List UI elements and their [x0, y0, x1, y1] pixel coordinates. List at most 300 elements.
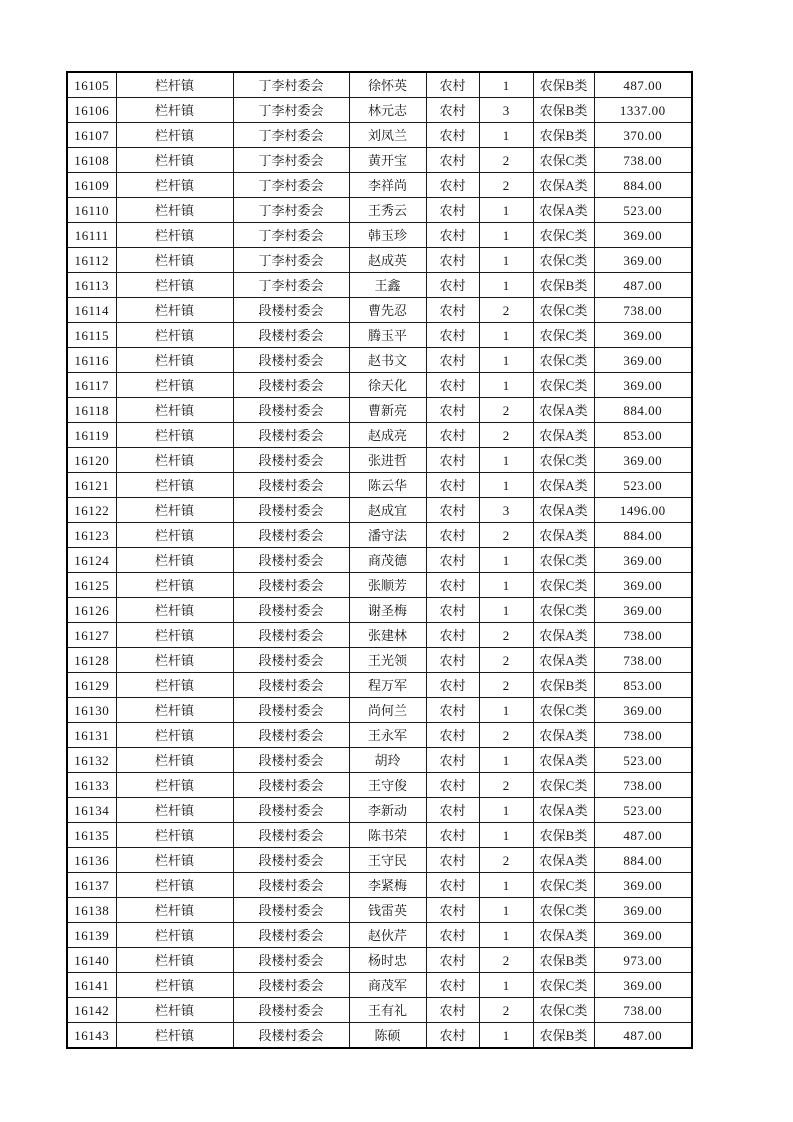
cell-household-type: 农村 — [426, 72, 479, 98]
cell-person-count: 1 — [479, 873, 533, 898]
table-row — [67, 448, 692, 473]
cell-amount: 369.00 — [594, 973, 692, 998]
cell-amount: 523.00 — [594, 748, 692, 773]
cell-id: 16133 — [67, 773, 116, 798]
cell-person-count: 2 — [479, 998, 533, 1023]
cell-id: 16141 — [67, 973, 116, 998]
cell-id: 16105 — [67, 72, 116, 98]
cell-name: 胡玲 — [349, 748, 426, 773]
cell-person-count: 1 — [479, 973, 533, 998]
cell-id: 16129 — [67, 673, 116, 698]
cell-name: 张顺芳 — [349, 573, 426, 598]
cell-insurance-category: 农保C类 — [533, 448, 594, 473]
cell-amount: 1337.00 — [594, 98, 692, 123]
cell-person-count: 1 — [479, 548, 533, 573]
cell-household-type: 农村 — [426, 698, 479, 723]
cell-person-count: 1 — [479, 198, 533, 223]
cell-town: 栏杆镇 — [116, 348, 233, 373]
cell-amount: 369.00 — [594, 373, 692, 398]
cell-person-count: 1 — [479, 248, 533, 273]
cell-insurance-category: 农保A类 — [533, 848, 594, 873]
table-row — [67, 248, 692, 273]
cell-person-count: 1 — [479, 273, 533, 298]
cell-id: 16136 — [67, 848, 116, 873]
cell-household-type: 农村 — [426, 498, 479, 523]
table-row — [67, 673, 692, 698]
cell-household-type: 农村 — [426, 123, 479, 148]
cell-town: 栏杆镇 — [116, 948, 233, 973]
cell-insurance-category: 农保B类 — [533, 948, 594, 973]
cell-amount: 884.00 — [594, 523, 692, 548]
cell-insurance-category: 农保A类 — [533, 498, 594, 523]
cell-village: 段楼村委会 — [233, 1023, 349, 1049]
cell-name: 赵书文 — [349, 348, 426, 373]
cell-person-count: 1 — [479, 923, 533, 948]
cell-name: 王永军 — [349, 723, 426, 748]
cell-village: 段楼村委会 — [233, 898, 349, 923]
cell-town: 栏杆镇 — [116, 423, 233, 448]
table-row — [67, 72, 692, 98]
cell-id: 16138 — [67, 898, 116, 923]
cell-name: 腾玉平 — [349, 323, 426, 348]
cell-village: 段楼村委会 — [233, 923, 349, 948]
cell-insurance-category: 农保A类 — [533, 623, 594, 648]
payment-roster-table — [66, 71, 693, 1049]
cell-village: 丁李村委会 — [233, 173, 349, 198]
cell-insurance-category: 农保A类 — [533, 748, 594, 773]
cell-town: 栏杆镇 — [116, 548, 233, 573]
cell-town: 栏杆镇 — [116, 648, 233, 673]
cell-town: 栏杆镇 — [116, 323, 233, 348]
table-row — [67, 273, 692, 298]
cell-town: 栏杆镇 — [116, 523, 233, 548]
cell-insurance-category: 农保A类 — [533, 798, 594, 823]
cell-person-count: 1 — [479, 1023, 533, 1049]
cell-name: 林元志 — [349, 98, 426, 123]
cell-village: 段楼村委会 — [233, 623, 349, 648]
cell-town: 栏杆镇 — [116, 698, 233, 723]
cell-name: 黄开宝 — [349, 148, 426, 173]
cell-person-count: 1 — [479, 323, 533, 348]
cell-household-type: 农村 — [426, 523, 479, 548]
cell-person-count: 2 — [479, 148, 533, 173]
cell-insurance-category: 农保A类 — [533, 173, 594, 198]
cell-insurance-category: 农保C类 — [533, 773, 594, 798]
cell-id: 16122 — [67, 498, 116, 523]
table-row — [67, 223, 692, 248]
cell-town: 栏杆镇 — [116, 623, 233, 648]
cell-id: 16123 — [67, 523, 116, 548]
cell-amount: 369.00 — [594, 898, 692, 923]
cell-amount: 369.00 — [594, 698, 692, 723]
cell-id: 16140 — [67, 948, 116, 973]
cell-village: 段楼村委会 — [233, 998, 349, 1023]
cell-household-type: 农村 — [426, 798, 479, 823]
cell-name: 李祥尚 — [349, 173, 426, 198]
cell-name: 王有礼 — [349, 998, 426, 1023]
cell-town: 栏杆镇 — [116, 848, 233, 873]
cell-id: 16115 — [67, 323, 116, 348]
cell-name: 刘凤兰 — [349, 123, 426, 148]
cell-amount: 738.00 — [594, 298, 692, 323]
cell-name: 曹先忍 — [349, 298, 426, 323]
cell-household-type: 农村 — [426, 898, 479, 923]
cell-household-type: 农村 — [426, 423, 479, 448]
cell-household-type: 农村 — [426, 848, 479, 873]
cell-insurance-category: 农保A类 — [533, 398, 594, 423]
cell-person-count: 2 — [479, 948, 533, 973]
cell-town: 栏杆镇 — [116, 823, 233, 848]
cell-id: 16111 — [67, 223, 116, 248]
cell-village: 段楼村委会 — [233, 723, 349, 748]
cell-id: 16117 — [67, 373, 116, 398]
cell-town: 栏杆镇 — [116, 98, 233, 123]
cell-village: 段楼村委会 — [233, 548, 349, 573]
cell-insurance-category: 农保C类 — [533, 548, 594, 573]
cell-person-count: 2 — [479, 523, 533, 548]
cell-insurance-category: 农保A类 — [533, 423, 594, 448]
cell-town: 栏杆镇 — [116, 373, 233, 398]
cell-amount: 738.00 — [594, 148, 692, 173]
cell-household-type: 农村 — [426, 948, 479, 973]
cell-person-count: 1 — [479, 123, 533, 148]
cell-insurance-category: 农保B类 — [533, 98, 594, 123]
cell-insurance-category: 农保C类 — [533, 873, 594, 898]
cell-household-type: 农村 — [426, 648, 479, 673]
cell-name: 程万军 — [349, 673, 426, 698]
cell-amount: 369.00 — [594, 873, 692, 898]
cell-name: 李紧梅 — [349, 873, 426, 898]
cell-insurance-category: 农保C类 — [533, 373, 594, 398]
cell-household-type: 农村 — [426, 573, 479, 598]
cell-amount: 369.00 — [594, 573, 692, 598]
cell-household-type: 农村 — [426, 348, 479, 373]
cell-amount: 487.00 — [594, 1023, 692, 1049]
cell-name: 商茂德 — [349, 548, 426, 573]
cell-id: 16118 — [67, 398, 116, 423]
cell-town: 栏杆镇 — [116, 673, 233, 698]
cell-person-count: 1 — [479, 473, 533, 498]
cell-amount: 738.00 — [594, 648, 692, 673]
cell-town: 栏杆镇 — [116, 1023, 233, 1049]
cell-insurance-category: 农保A类 — [533, 523, 594, 548]
cell-id: 16132 — [67, 748, 116, 773]
cell-insurance-category: 农保C类 — [533, 898, 594, 923]
cell-amount: 853.00 — [594, 423, 692, 448]
cell-insurance-category: 农保C类 — [533, 698, 594, 723]
cell-name: 徐天化 — [349, 373, 426, 398]
table-row — [67, 648, 692, 673]
cell-village: 段楼村委会 — [233, 323, 349, 348]
cell-id: 16142 — [67, 998, 116, 1023]
cell-insurance-category: 农保B类 — [533, 1023, 594, 1049]
cell-insurance-category: 农保A类 — [533, 648, 594, 673]
table-row — [67, 698, 692, 723]
cell-village: 段楼村委会 — [233, 448, 349, 473]
cell-id: 16120 — [67, 448, 116, 473]
cell-household-type: 农村 — [426, 198, 479, 223]
table-row — [67, 848, 692, 873]
cell-insurance-category: 农保A类 — [533, 723, 594, 748]
cell-household-type: 农村 — [426, 873, 479, 898]
cell-name: 陈云华 — [349, 473, 426, 498]
cell-name: 赵成亮 — [349, 423, 426, 448]
cell-amount: 884.00 — [594, 848, 692, 873]
cell-id: 16139 — [67, 923, 116, 948]
cell-amount: 738.00 — [594, 998, 692, 1023]
table-row — [67, 548, 692, 573]
cell-town: 栏杆镇 — [116, 398, 233, 423]
cell-person-count: 2 — [479, 398, 533, 423]
cell-household-type: 农村 — [426, 248, 479, 273]
table-row — [67, 473, 692, 498]
cell-person-count: 2 — [479, 173, 533, 198]
cell-name: 王秀云 — [349, 198, 426, 223]
table-row — [67, 373, 692, 398]
cell-id: 16131 — [67, 723, 116, 748]
cell-amount: 369.00 — [594, 923, 692, 948]
cell-name: 谢圣梅 — [349, 598, 426, 623]
table-row — [67, 198, 692, 223]
table-row — [67, 1023, 692, 1049]
cell-person-count: 2 — [479, 423, 533, 448]
cell-name: 王守民 — [349, 848, 426, 873]
table-row — [67, 948, 692, 973]
table-row — [67, 623, 692, 648]
table-row — [67, 573, 692, 598]
cell-id: 16137 — [67, 873, 116, 898]
cell-name: 曹新亮 — [349, 398, 426, 423]
cell-id: 16135 — [67, 823, 116, 848]
cell-household-type: 农村 — [426, 973, 479, 998]
cell-household-type: 农村 — [426, 548, 479, 573]
cell-insurance-category: 农保B类 — [533, 673, 594, 698]
cell-name: 尚何兰 — [349, 698, 426, 723]
cell-person-count: 1 — [479, 598, 533, 623]
cell-amount: 369.00 — [594, 448, 692, 473]
cell-person-count: 3 — [479, 498, 533, 523]
cell-village: 丁李村委会 — [233, 98, 349, 123]
cell-household-type: 农村 — [426, 373, 479, 398]
cell-village: 丁李村委会 — [233, 123, 349, 148]
cell-household-type: 农村 — [426, 148, 479, 173]
cell-town: 栏杆镇 — [116, 973, 233, 998]
table-row — [67, 873, 692, 898]
cell-town: 栏杆镇 — [116, 273, 233, 298]
cell-id: 16107 — [67, 123, 116, 148]
cell-amount: 884.00 — [594, 398, 692, 423]
cell-town: 栏杆镇 — [116, 598, 233, 623]
cell-id: 16113 — [67, 273, 116, 298]
cell-town: 栏杆镇 — [116, 723, 233, 748]
cell-insurance-category: 农保C类 — [533, 323, 594, 348]
cell-village: 段楼村委会 — [233, 348, 349, 373]
cell-id: 16109 — [67, 173, 116, 198]
cell-person-count: 1 — [479, 798, 533, 823]
cell-amount: 369.00 — [594, 548, 692, 573]
cell-id: 16143 — [67, 1023, 116, 1049]
cell-town: 栏杆镇 — [116, 198, 233, 223]
cell-village: 段楼村委会 — [233, 298, 349, 323]
cell-household-type: 农村 — [426, 173, 479, 198]
cell-name: 赵伙芹 — [349, 923, 426, 948]
cell-person-count: 2 — [479, 673, 533, 698]
cell-household-type: 农村 — [426, 1023, 479, 1049]
cell-person-count: 1 — [479, 223, 533, 248]
cell-person-count: 3 — [479, 98, 533, 123]
cell-insurance-category: 农保C类 — [533, 148, 594, 173]
cell-village: 段楼村委会 — [233, 573, 349, 598]
table-row — [67, 898, 692, 923]
cell-village: 段楼村委会 — [233, 523, 349, 548]
table-row — [67, 523, 692, 548]
cell-name: 张建林 — [349, 623, 426, 648]
cell-amount: 523.00 — [594, 798, 692, 823]
cell-insurance-category: 农保C类 — [533, 973, 594, 998]
table-row — [67, 998, 692, 1023]
cell-name: 徐怀英 — [349, 72, 426, 98]
cell-village: 段楼村委会 — [233, 648, 349, 673]
cell-village: 段楼村委会 — [233, 498, 349, 523]
cell-village: 段楼村委会 — [233, 598, 349, 623]
cell-person-count: 2 — [479, 723, 533, 748]
cell-insurance-category: 农保C类 — [533, 998, 594, 1023]
cell-person-count: 2 — [479, 648, 533, 673]
cell-id: 16112 — [67, 248, 116, 273]
cell-amount: 370.00 — [594, 123, 692, 148]
cell-person-count: 2 — [479, 848, 533, 873]
cell-amount: 523.00 — [594, 198, 692, 223]
cell-town: 栏杆镇 — [116, 148, 233, 173]
cell-household-type: 农村 — [426, 273, 479, 298]
cell-village: 段楼村委会 — [233, 373, 349, 398]
cell-town: 栏杆镇 — [116, 123, 233, 148]
cell-name: 王光领 — [349, 648, 426, 673]
cell-household-type: 农村 — [426, 673, 479, 698]
cell-town: 栏杆镇 — [116, 448, 233, 473]
cell-village: 丁李村委会 — [233, 223, 349, 248]
cell-name: 张进哲 — [349, 448, 426, 473]
cell-household-type: 农村 — [426, 748, 479, 773]
cell-amount: 1496.00 — [594, 498, 692, 523]
table-row — [67, 798, 692, 823]
cell-person-count: 1 — [479, 448, 533, 473]
cell-name: 钱雷英 — [349, 898, 426, 923]
cell-amount: 738.00 — [594, 773, 692, 798]
cell-person-count: 2 — [479, 623, 533, 648]
table-row — [67, 973, 692, 998]
cell-village: 丁李村委会 — [233, 273, 349, 298]
cell-insurance-category: 农保C类 — [533, 348, 594, 373]
cell-town: 栏杆镇 — [116, 998, 233, 1023]
cell-name: 王守俊 — [349, 773, 426, 798]
cell-id: 16134 — [67, 798, 116, 823]
cell-town: 栏杆镇 — [116, 173, 233, 198]
cell-amount: 884.00 — [594, 173, 692, 198]
cell-amount: 853.00 — [594, 673, 692, 698]
cell-town: 栏杆镇 — [116, 748, 233, 773]
cell-village: 段楼村委会 — [233, 773, 349, 798]
cell-person-count: 2 — [479, 298, 533, 323]
cell-amount: 369.00 — [594, 248, 692, 273]
cell-id: 16130 — [67, 698, 116, 723]
cell-village: 丁李村委会 — [233, 148, 349, 173]
cell-town: 栏杆镇 — [116, 72, 233, 98]
cell-insurance-category: 农保A类 — [533, 198, 594, 223]
cell-person-count: 1 — [479, 698, 533, 723]
cell-name: 陈硕 — [349, 1023, 426, 1049]
cell-town: 栏杆镇 — [116, 223, 233, 248]
cell-village: 丁李村委会 — [233, 248, 349, 273]
cell-amount: 973.00 — [594, 948, 692, 973]
cell-name: 韩玉珍 — [349, 223, 426, 248]
cell-town: 栏杆镇 — [116, 248, 233, 273]
cell-person-count: 1 — [479, 72, 533, 98]
cell-insurance-category: 农保C类 — [533, 298, 594, 323]
cell-household-type: 农村 — [426, 623, 479, 648]
cell-insurance-category: 农保A类 — [533, 923, 594, 948]
cell-household-type: 农村 — [426, 598, 479, 623]
cell-insurance-category: 农保C类 — [533, 223, 594, 248]
cell-amount: 487.00 — [594, 273, 692, 298]
cell-town: 栏杆镇 — [116, 798, 233, 823]
cell-village: 段楼村委会 — [233, 673, 349, 698]
cell-person-count: 1 — [479, 348, 533, 373]
table-row — [67, 773, 692, 798]
cell-village: 段楼村委会 — [233, 798, 349, 823]
table-row — [67, 123, 692, 148]
cell-village: 段楼村委会 — [233, 473, 349, 498]
cell-person-count: 1 — [479, 823, 533, 848]
cell-id: 16116 — [67, 348, 116, 373]
cell-person-count: 1 — [479, 748, 533, 773]
cell-amount: 369.00 — [594, 323, 692, 348]
cell-id: 16110 — [67, 198, 116, 223]
cell-insurance-category: 农保B类 — [533, 823, 594, 848]
cell-village: 丁李村委会 — [233, 198, 349, 223]
cell-insurance-category: 农保C类 — [533, 598, 594, 623]
cell-village: 段楼村委会 — [233, 873, 349, 898]
cell-village: 段楼村委会 — [233, 823, 349, 848]
table-body — [67, 72, 692, 1048]
cell-town: 栏杆镇 — [116, 573, 233, 598]
cell-insurance-category: 农保B类 — [533, 273, 594, 298]
cell-name: 陈书荣 — [349, 823, 426, 848]
cell-household-type: 农村 — [426, 398, 479, 423]
cell-insurance-category: 农保C类 — [533, 573, 594, 598]
cell-village: 段楼村委会 — [233, 973, 349, 998]
cell-household-type: 农村 — [426, 298, 479, 323]
cell-insurance-category: 农保B类 — [533, 72, 594, 98]
cell-village: 段楼村委会 — [233, 398, 349, 423]
cell-name: 王鑫 — [349, 273, 426, 298]
cell-town: 栏杆镇 — [116, 898, 233, 923]
cell-village: 段楼村委会 — [233, 423, 349, 448]
cell-person-count: 2 — [479, 773, 533, 798]
cell-person-count: 1 — [479, 373, 533, 398]
table-row — [67, 148, 692, 173]
cell-amount: 369.00 — [594, 348, 692, 373]
cell-insurance-category: 农保B类 — [533, 123, 594, 148]
cell-id: 16114 — [67, 298, 116, 323]
cell-village: 段楼村委会 — [233, 748, 349, 773]
cell-household-type: 农村 — [426, 773, 479, 798]
cell-town: 栏杆镇 — [116, 473, 233, 498]
cell-village: 段楼村委会 — [233, 948, 349, 973]
cell-name: 赵成英 — [349, 248, 426, 273]
cell-amount: 369.00 — [594, 223, 692, 248]
cell-town: 栏杆镇 — [116, 773, 233, 798]
